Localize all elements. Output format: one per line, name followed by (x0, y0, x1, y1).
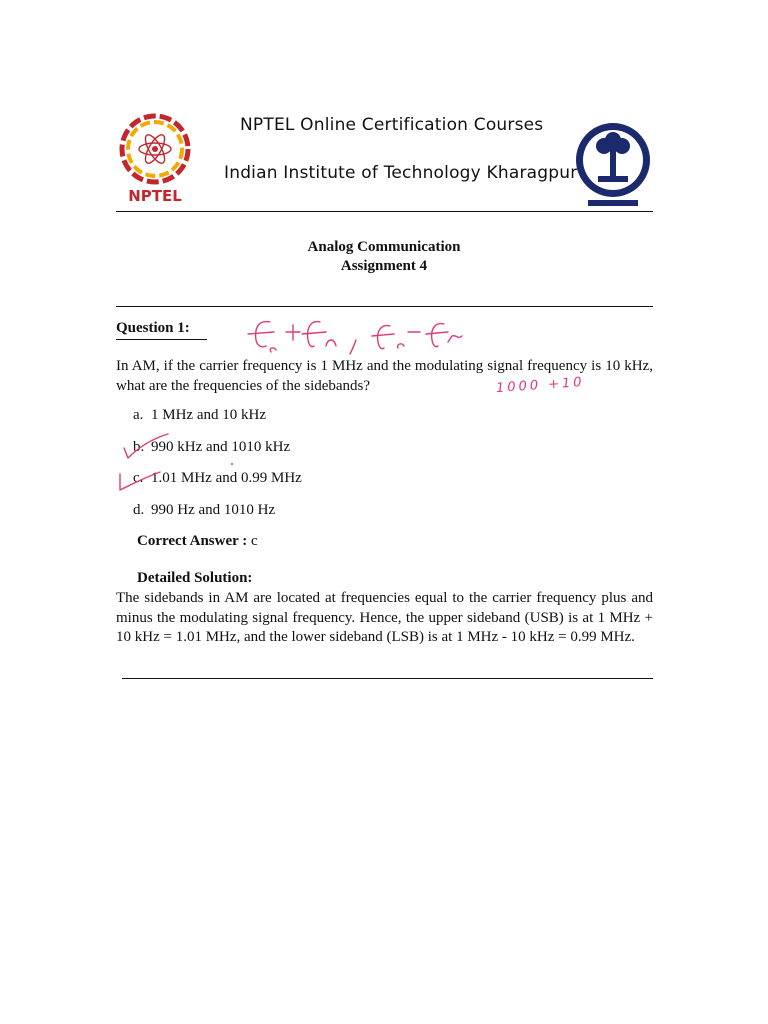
option-text: 1.01 MHz and 0.99 MHz (151, 470, 302, 486)
check-mark-option-b (120, 430, 172, 462)
header-line-1: NPTEL Online Certification Courses (240, 115, 544, 135)
solution-title: Detailed Solution: (137, 570, 253, 586)
question-text: In AM, if the carrier frequency is 1 MHz and the modulating signal frequency is 10 kHz, what are the frequencies of the sidebands? (116, 358, 653, 394)
check-mark-option-c (114, 466, 166, 494)
nptel-logo-text: NPTEL (128, 187, 182, 204)
margin-note: 1000 +10 (495, 374, 586, 397)
option-a (133, 407, 266, 424)
option-letter: a. (133, 407, 144, 423)
correct-answer (137, 533, 258, 550)
solution-text: The sidebands in AM are located at frequencies equal to the carrier frequency plus and minus the modulating signal frequency. Hence, the upper sideband (USB) is at 1 MHz + 10 kHz = 1.01 MHz, and the lower sideband (LSB) is at 1 MHz - 10 kHz = 0.99 MHz. (116, 590, 653, 645)
ink-dot (228, 460, 236, 468)
option-text: 990 kHz and 1010 kHz (151, 439, 291, 455)
question-label-underline (116, 339, 207, 340)
option-text: 990 Hz and 1010 Hz (151, 502, 276, 518)
correct-answer-label: Correct Answer : (137, 533, 248, 549)
option-d (133, 502, 275, 519)
title-divider (116, 306, 653, 307)
question-label: Question 1: (116, 320, 190, 336)
footer-divider (122, 678, 653, 679)
document-subtitle: Assignment 4 (340, 258, 428, 274)
header-line-2: Indian Institute of Technology Kharagpur (224, 163, 578, 183)
document-title: Analog Communication (307, 239, 461, 255)
option-text: 1 MHz and 10 kHz (151, 407, 266, 423)
option-letter: d. (133, 502, 145, 518)
option-letter: c. (133, 470, 144, 486)
correct-answer-value: c (251, 533, 258, 549)
option-letter: b. (133, 439, 145, 455)
nptel-logo (118, 112, 192, 204)
handwritten-formula (240, 310, 470, 365)
header-divider (116, 211, 653, 212)
iit-kharagpur-seal (574, 120, 652, 208)
